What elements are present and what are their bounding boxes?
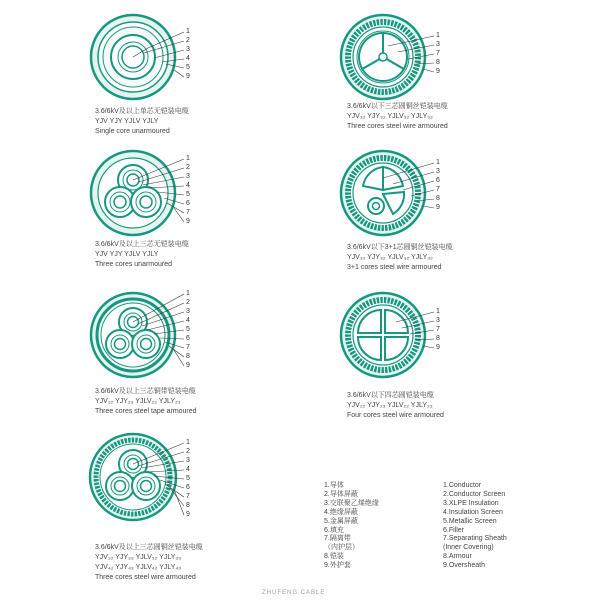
legend-item: 7.隔离带 <box>324 535 351 543</box>
cable-diagram-three-core-wire-armoured <box>338 12 458 112</box>
callout-number: 1 <box>186 155 190 162</box>
caption-title: 3.6/6kV以下四芯圆铠装电缆 <box>347 392 434 399</box>
callout-number: 3 <box>186 457 190 464</box>
footer-brand: ZHUFENG CABLE <box>262 590 326 596</box>
callout-number: 7 <box>436 186 440 193</box>
legend-item: 7.Separating Sheath <box>443 535 507 543</box>
callout-number: 5 <box>186 64 190 71</box>
caption-models: YJV YJY YJLV YJLY <box>95 251 159 258</box>
caption-models: YJV₃₂ YJY₃₃ YJLV₃₂ YJLY₃₃ <box>95 554 182 561</box>
caption-title: 3.6/6kV及以上单芯无铠装电缆 <box>95 108 189 115</box>
cable-cross-section <box>91 151 175 235</box>
callout-number: 3 <box>436 317 440 324</box>
callout-number: 7 <box>436 50 440 57</box>
callout-number: 5 <box>186 191 190 198</box>
callout-number: 3 <box>186 173 190 180</box>
legend-item: 3.交联聚乙烯绝缘 <box>324 499 379 507</box>
caption-english: Three cores steel tape armoured <box>95 408 197 415</box>
callout-number: 7 <box>186 493 190 500</box>
caption-title: 3.6/6kV及以上三芯铜带铠装电缆 <box>95 388 196 395</box>
callout-number: 2 <box>186 448 190 455</box>
legend-item: 2.导体屏蔽 <box>324 490 358 498</box>
caption-english: Three cores steel wire armoured <box>347 123 448 130</box>
callout-number: 6 <box>186 200 190 207</box>
legend-item: (Inner Covering) <box>443 544 494 552</box>
callout-number: 2 <box>186 299 190 306</box>
cable-diagram-three-core-wire-armoured-hv <box>88 432 208 532</box>
caption-models: YJV₂₂ YJY₂₃ YJLV₂₂ YJLY₂₃ <box>95 398 181 405</box>
cable-cross-section <box>341 151 425 235</box>
cable-diagram-3plus1-wire-armoured <box>338 148 458 248</box>
legend-item: 1.导体 <box>324 482 344 489</box>
callout-number: 9 <box>186 511 190 518</box>
caption-models: YJV₃₂ YJY₃₂ YJLV₃₂ YJLY₃₂ <box>347 113 433 120</box>
legend-item: 9.外护套 <box>324 562 351 570</box>
caption-three-core-wire-armoured-hv <box>95 543 203 583</box>
legend-item: 4.绝缘屏蔽 <box>324 508 358 516</box>
callout-number: 6 <box>186 484 190 491</box>
caption-english: 3+1 cores steel wire armoured <box>347 264 442 271</box>
legend-item: 1.Conductor <box>443 482 482 489</box>
callout-number: 9 <box>186 218 190 225</box>
caption-3plus1-wire-armoured <box>347 243 453 273</box>
legend-item: 3.XLPE Insulation <box>443 499 499 507</box>
callout-number: 8 <box>436 59 440 66</box>
legend-item: （内护层） <box>324 544 359 552</box>
caption-models: YJV₃₂ YJY₃₂ YJLV₃₂ YJLY₃₂ <box>347 254 433 261</box>
cable-diagram-three-core-tape-armoured <box>88 290 208 390</box>
callout-number: 1 <box>436 308 440 315</box>
callout-number: 9 <box>436 344 440 351</box>
caption-english: Four cores steel wire armoured <box>347 412 444 419</box>
callout-number: 3 <box>436 168 440 175</box>
callout-number: 3 <box>186 308 190 315</box>
callout-number: 9 <box>436 68 440 75</box>
caption-three-core-wire-armoured <box>347 102 448 132</box>
caption-title: 3.6/6kV及以上三芯无铠装电缆 <box>95 241 189 248</box>
caption-models: YJV₂₂ YJY₂₃ YJLV₂₂ YJLY₂₃ <box>347 402 433 409</box>
caption-english: Three cores steel wire armoured <box>95 574 196 581</box>
legend-item: 6.Filler <box>443 526 465 534</box>
callout-number: 1 <box>186 439 190 446</box>
cable-diagram-three-core-unarmoured <box>88 148 208 248</box>
caption-four-core <box>347 391 444 421</box>
callout-number: 9 <box>186 362 190 369</box>
cable-cross-section <box>341 15 425 99</box>
callout-number: 4 <box>186 466 190 473</box>
caption-title: 3.6/6kV以下三芯圆铜丝铠装电缆 <box>347 103 448 110</box>
callout-number: 4 <box>186 182 190 189</box>
legend-english <box>443 482 507 571</box>
callout-number: 1 <box>436 32 440 39</box>
caption-english: Three cores unarmoured <box>95 261 173 268</box>
legend-item: 5.Metallic Screen <box>443 517 497 525</box>
cable-diagram-four-core <box>338 290 458 390</box>
callout-number: 2 <box>186 37 190 44</box>
caption-models: YJV YJY YJLV YJLY <box>95 118 159 125</box>
callout-number: 1 <box>186 28 190 35</box>
callout-number: 5 <box>186 326 190 333</box>
callout-number: 8 <box>436 195 440 202</box>
caption-three-core-tape-armoured <box>95 387 197 417</box>
legend-item: 2.Conductor Screen <box>443 490 506 498</box>
legend-chinese <box>324 482 379 571</box>
legend-item: 8.Armour <box>443 553 472 561</box>
callout-number: 5 <box>186 475 190 482</box>
callout-number: 9 <box>186 73 190 80</box>
legend-item: 6.填充 <box>324 526 344 534</box>
cable-cross-section <box>341 293 425 377</box>
caption-title: 3.6/6kV及以上三芯圆铜丝铠装电缆 <box>95 544 203 551</box>
callout-number: 3 <box>186 46 190 53</box>
callout-number: 4 <box>186 55 190 62</box>
callout-number: 7 <box>186 209 190 216</box>
callout-number: 6 <box>186 335 190 342</box>
cable-diagram-single-core <box>88 12 208 112</box>
legend-item: 4.Insulation Screen <box>443 508 503 516</box>
callout-number: 4 <box>186 317 190 324</box>
callout-number: 8 <box>186 353 190 360</box>
legend-item: 8.铠装 <box>324 553 344 561</box>
callout-number: 1 <box>436 159 440 166</box>
callout-number: 2 <box>186 164 190 171</box>
caption-models: YJV₄₂ YJY₄₃ YJLV₄₂ YJLY₄₃ <box>95 564 182 571</box>
callout-number: 9 <box>436 204 440 211</box>
callout-number: 6 <box>436 177 440 184</box>
callout-number: 7 <box>436 326 440 333</box>
caption-title: 3.6/6kV以下3+1芯圆铜丝铠装电缆 <box>347 244 453 251</box>
caption-three-core-unarmoured <box>95 240 189 270</box>
callout-number: 1 <box>186 290 190 297</box>
caption-english: Single core unarmoured <box>95 128 170 135</box>
legend-item: 5.金属屏蔽 <box>324 517 358 525</box>
callout-number: 7 <box>186 344 190 351</box>
callout-number: 3 <box>436 41 440 48</box>
callout-number: 8 <box>186 502 190 509</box>
legend-item: 9.Oversheath <box>443 562 486 570</box>
caption-single-core <box>95 107 189 137</box>
callout-number: 8 <box>436 335 440 342</box>
